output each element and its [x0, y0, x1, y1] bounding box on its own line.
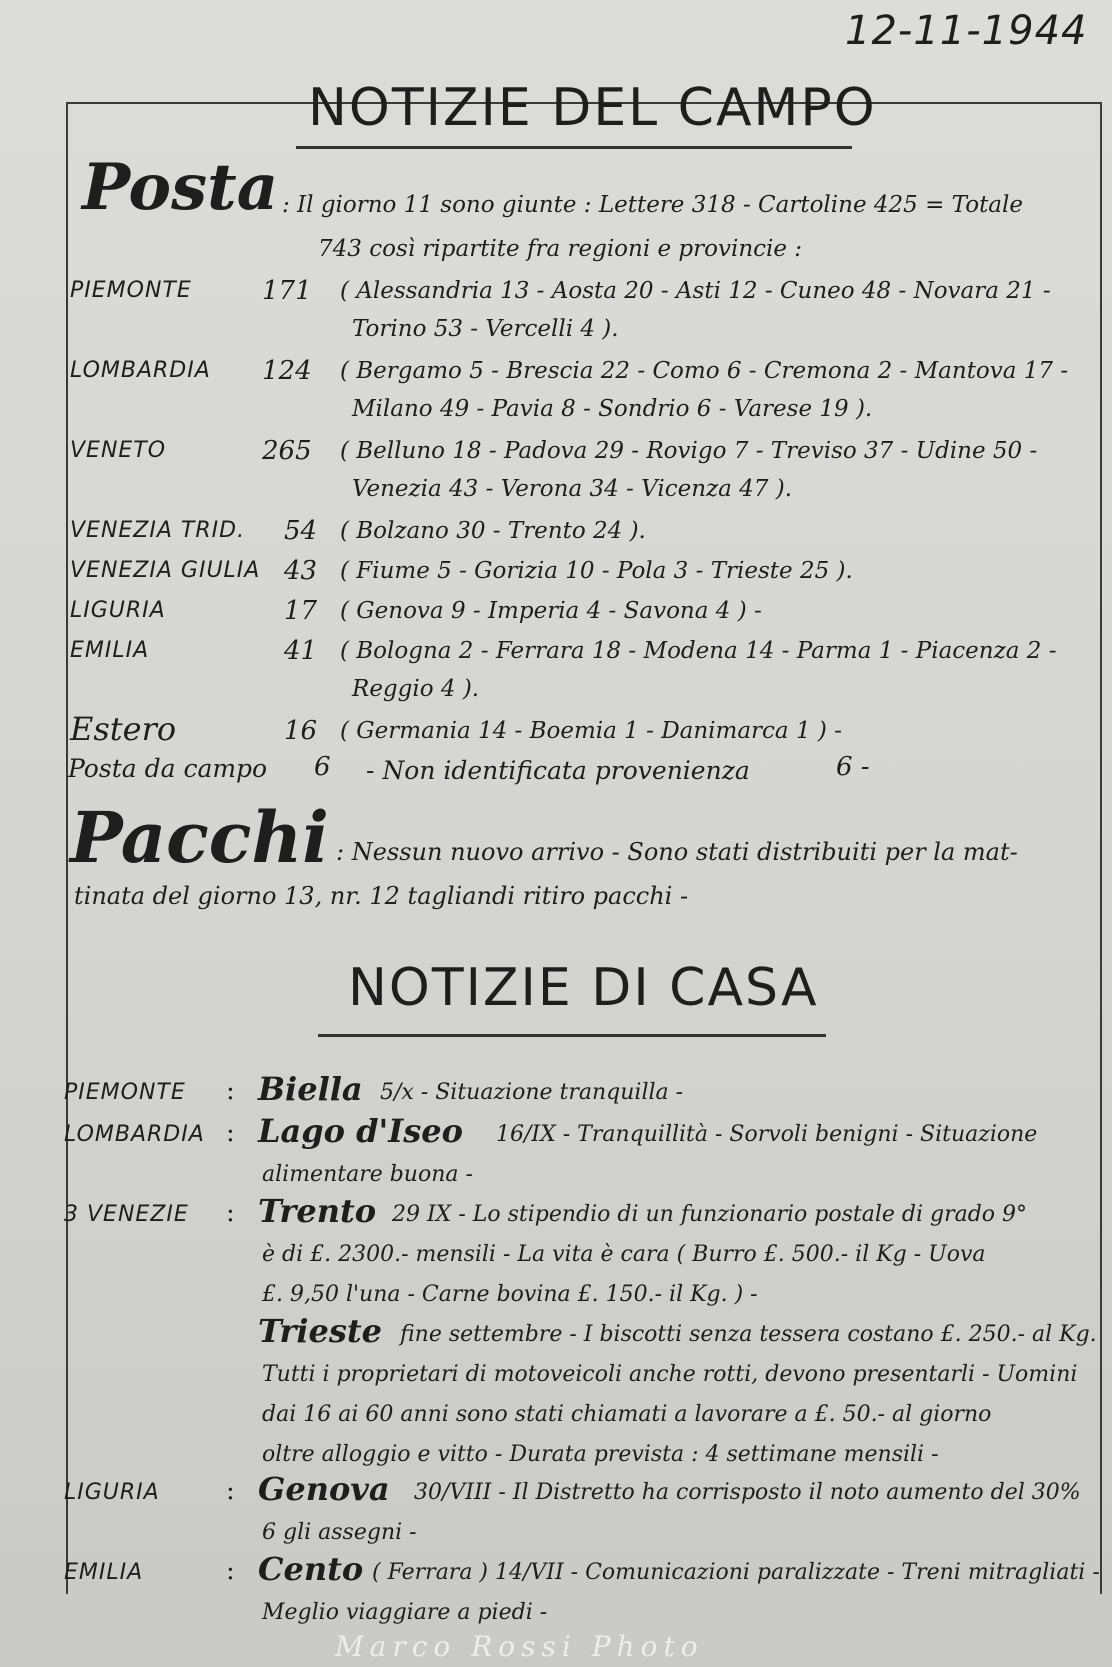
casa-detail-line: è di £. 2300.- mensili - La vita è cara ( Burro £. 500.- il Kg - Uova	[262, 1242, 986, 1267]
region-detail-line-1: ( Genova 9 - Imperia 4 - Savona 4 ) -	[340, 598, 762, 624]
casa-detail-line: 30/VIII - Il Distretto ha corrisposto il noto aumento del 30%	[414, 1480, 1081, 1505]
region-count: 16	[284, 716, 318, 746]
pacchi-heading: Pacchi	[70, 796, 329, 879]
casa-detail-line: dai 16 ai 60 anni sono stati chiamati a lavorare a £. 50.- al giorno	[262, 1402, 992, 1427]
posta-da-campo-label: Posta da campo	[68, 754, 268, 783]
region-count: 265	[262, 436, 312, 466]
campo-title: NOTIZIE DEL CAMPO	[308, 78, 877, 138]
casa-region-name: LOMBARDIA	[64, 1122, 205, 1147]
casa-detail-line: 16/IX - Tranquillità - Sorvoli benigni - Situazione	[496, 1122, 1038, 1147]
non-identificata-count: 6 -	[836, 752, 870, 782]
pacchi-line-1: : Nessun nuovo arrivo - Sono stati distribuiti per la mat-	[336, 838, 1018, 866]
casa-title-underline	[318, 1034, 826, 1037]
region-detail-line-1: ( Bolzano 30 - Trento 24 ).	[340, 518, 646, 544]
casa-town-name: Trieste	[258, 1312, 383, 1350]
campo-title-underline	[296, 146, 852, 149]
casa-region-name: EMILIA	[64, 1560, 144, 1585]
casa-detail-line: ( Ferrara ) 14/VII - Comunicazioni paralizzate - Treni mitragliati -	[372, 1560, 1100, 1585]
region-detail-line-1: ( Bergamo 5 - Brescia 22 - Como 6 - Cremona 2 - Mantova 17 -	[340, 358, 1069, 384]
region-detail-line-1: ( Bologna 2 - Ferrara 18 - Modena 14 - Parma 1 - Piacenza 2 -	[340, 638, 1057, 664]
casa-colon: :	[226, 1118, 235, 1148]
casa-colon: :	[226, 1076, 235, 1106]
region-name: VENETO	[70, 438, 167, 463]
region-name: LOMBARDIA	[70, 358, 211, 383]
casa-detail-line: £. 9,50 l'una - Carne bovina £. 150.- il Kg. ) -	[262, 1282, 758, 1307]
region-detail-line-1: ( Germania 14 - Boemia 1 - Danimarca 1 ) -	[340, 718, 842, 744]
casa-town-name: Genova	[258, 1470, 390, 1508]
region-count: 124	[262, 356, 312, 386]
region-detail-line-2: Reggio 4 ).	[352, 676, 480, 702]
region-name: LIGURIA	[70, 598, 166, 623]
casa-detail-line: 5/x - Situazione tranquilla -	[380, 1080, 684, 1105]
casa-detail-line: fine settembre - I biscotti senza tessera costano £. 250.- al Kg.	[400, 1322, 1097, 1347]
photo-watermark: Marco Rossi Photo	[335, 1630, 704, 1663]
region-detail-line-2: Torino 53 - Vercelli 4 ).	[352, 316, 619, 342]
casa-town-name: Biella	[258, 1070, 363, 1108]
region-detail-line-1: ( Fiume 5 - Gorizia 10 - Pola 3 - Trieste 25 ).	[340, 558, 853, 584]
casa-detail-line: 29 IX - Lo stipendio di un funzionario postale di grado 9°	[392, 1202, 1028, 1227]
region-count: 54	[284, 516, 318, 546]
casa-region-name: LIGURIA	[64, 1480, 160, 1505]
casa-region-name: 3 VENEZIE	[64, 1202, 189, 1227]
region-name: VENEZIA TRID.	[70, 518, 246, 543]
region-count: 171	[262, 276, 312, 306]
posta-line-2: 743 così ripartite fra regioni e provincie :	[318, 236, 803, 262]
casa-detail-line: Meglio viaggiare a piedi -	[262, 1600, 548, 1625]
casa-detail-line: alimentare buona -	[262, 1162, 473, 1187]
casa-region-name: PIEMONTE	[64, 1080, 186, 1105]
casa-title: NOTIZIE DI CASA	[348, 958, 819, 1018]
posta-da-campo-count: 6	[314, 752, 331, 782]
posta-heading: Posta	[82, 150, 279, 225]
casa-colon: :	[226, 1198, 235, 1228]
pacchi-line-2: tinata del giorno 13, nr. 12 tagliandi ritiro pacchi -	[74, 882, 689, 910]
region-detail-line-2: Venezia 43 - Verona 34 - Vicenza 47 ).	[352, 476, 793, 502]
posta-line-1: : Il giorno 11 sono giunte : Lettere 318 - Cartoline 425 = Totale	[282, 192, 1023, 218]
non-identificata-text: - Non identificata provenienza	[366, 756, 750, 785]
region-name: Estero	[70, 710, 177, 748]
casa-town-name: Lago d'Iseo	[258, 1112, 463, 1150]
casa-detail-line: Tutti i proprietari di motoveicoli anche rotti, devono presentarli - Uomini	[262, 1362, 1078, 1387]
region-count: 17	[284, 596, 318, 626]
region-count: 41	[284, 636, 318, 666]
region-count: 43	[284, 556, 318, 586]
casa-colon: :	[226, 1556, 235, 1586]
region-name: PIEMONTE	[70, 278, 192, 303]
region-name: VENEZIA GIULIA	[70, 558, 261, 583]
region-name: EMILIA	[70, 638, 150, 663]
region-detail-line-2: Milano 49 - Pavia 8 - Sondrio 6 - Varese 19 ).	[352, 396, 873, 422]
casa-colon: :	[226, 1476, 235, 1506]
region-detail-line-1: ( Belluno 18 - Padova 29 - Rovigo 7 - Treviso 37 - Udine 50 -	[340, 438, 1038, 464]
casa-detail-line: oltre alloggio e vitto - Durata prevista : 4 settimane mensili -	[262, 1442, 939, 1467]
casa-town-name: Trento	[258, 1192, 377, 1230]
casa-detail-line: 6 gli assegni -	[262, 1520, 417, 1545]
document-date: 12-11-1944	[845, 8, 1088, 54]
casa-town-name: Cento	[258, 1550, 364, 1588]
region-detail-line-1: ( Alessandria 13 - Aosta 20 - Asti 12 - Cuneo 48 - Novara 21 -	[340, 278, 1051, 304]
